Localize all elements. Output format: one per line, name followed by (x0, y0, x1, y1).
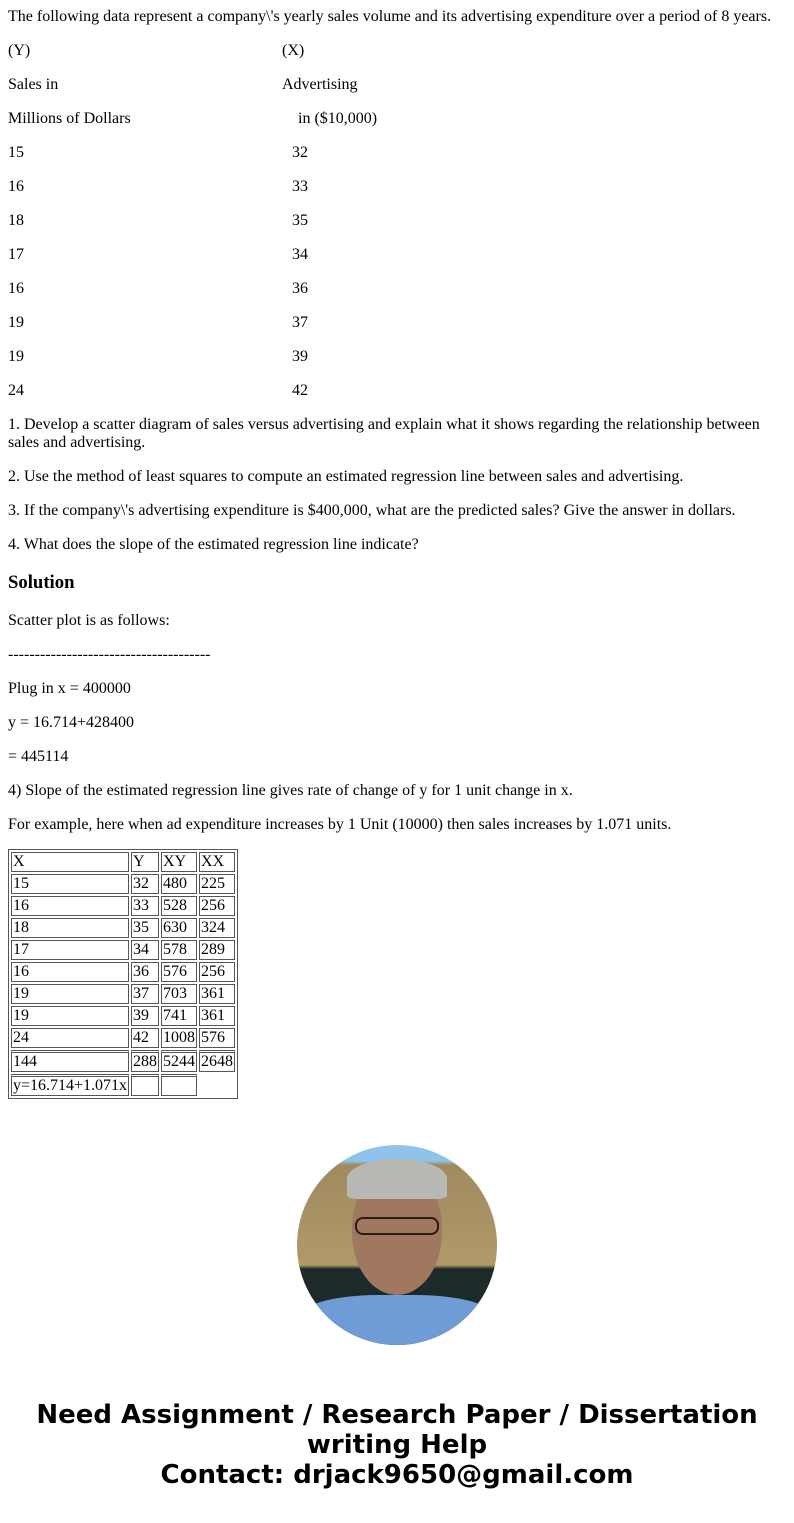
solution-line: Scatter plot is as follows: (8, 612, 170, 629)
question-1: 1. Develop a scatter diagram of sales versus advertising and explain what it shows regarding the relationship between sales and advertising. (8, 416, 760, 451)
table-cell: 39 (131, 1006, 159, 1026)
table-cell: 19 (11, 984, 129, 1004)
table-cell: 34 (131, 940, 159, 960)
advertising-value: 33 (292, 178, 308, 195)
table-header-row (11, 852, 235, 872)
solution-line: -------------------------------------- (8, 646, 211, 663)
header-row (8, 76, 786, 94)
table-cell: XX (199, 852, 235, 872)
table-cell: 324 (199, 918, 235, 938)
footer-contact: Contact: drjack9650@gmail.com (160, 1460, 634, 1490)
table-cell: 289 (199, 940, 235, 960)
data-row (8, 246, 786, 264)
table-cell: 1008 (163, 1029, 196, 1046)
table-cell: Y (131, 852, 159, 872)
table-cell: 15 (11, 874, 129, 894)
table-cell: 630 (161, 918, 197, 938)
empty-cell (161, 1074, 197, 1096)
sales-value: 16 (8, 178, 24, 195)
question-3: 3. If the company\'s advertising expenditure is $400,000, what are the predicted sales? Give the answer in dollars. (8, 502, 736, 519)
table-cell: 35 (131, 918, 159, 938)
sales-value: 15 (8, 144, 24, 161)
question-2: 2. Use the method of least squares to compute an estimated regression line between sales and advertising. (8, 468, 684, 485)
table-cell: 578 (161, 940, 197, 960)
sales-value: 19 (8, 314, 24, 331)
advertising-value: 35 (292, 212, 308, 229)
x-header: (X) (282, 42, 305, 59)
solution-line: Plug in x = 400000 (8, 680, 131, 697)
table-cell: 225 (199, 874, 235, 894)
table-row (11, 962, 235, 982)
table-cell: 24 (11, 1028, 129, 1048)
sales-value: 17 (8, 246, 24, 263)
table-cell: X (11, 852, 129, 872)
table-cell: 18 (11, 918, 129, 938)
table-row (11, 1028, 235, 1048)
table-row (11, 896, 235, 916)
data-row (8, 314, 786, 332)
table-cell: 256 (199, 896, 235, 916)
table-cell: 361 (199, 1006, 235, 1026)
footer-banner (8, 1400, 786, 1490)
header-row (8, 110, 786, 128)
table-cell: 256 (199, 962, 235, 982)
data-row (8, 280, 786, 298)
table-cell: 528 (161, 896, 197, 916)
table-totals-row (11, 1050, 235, 1072)
empty-cell (131, 1074, 159, 1096)
table-cell: 32 (131, 874, 159, 894)
footer-line: Need Assignment / Research Paper / Dissertation writing Help (36, 1400, 758, 1460)
table-cell: 16 (11, 896, 129, 916)
table-cell: 144 (11, 1050, 129, 1072)
table-row (11, 1006, 235, 1026)
table-cell: 288 (131, 1050, 159, 1072)
table-cell: 576 (161, 962, 197, 982)
sales-value: 24 (8, 382, 24, 399)
solution-line: = 445114 (8, 748, 69, 765)
table-cell: 37 (131, 984, 159, 1004)
data-row (8, 382, 786, 400)
table-cell: 16 (11, 962, 129, 982)
data-row (8, 178, 786, 196)
sales-value: 19 (8, 348, 24, 365)
table-cell: 19 (11, 1006, 129, 1026)
table-row (11, 984, 235, 1004)
table-cell: 33 (131, 896, 159, 916)
y-header: Sales in (8, 76, 59, 93)
question-4: 4. What does the slope of the estimated regression line indicate? (8, 536, 419, 553)
data-row (8, 348, 786, 366)
x-header: in ($10,000) (298, 110, 378, 127)
data-row (8, 212, 786, 230)
sales-value: 18 (8, 212, 24, 229)
solution-line: 4) Slope of the estimated regression line gives rate of change of y for 1 unit change in x. (8, 782, 573, 799)
table-cell: 42 (131, 1028, 159, 1048)
table-row (11, 874, 235, 894)
author-photo (297, 1145, 497, 1345)
regression-equation: y=16.714+1.071x (11, 1074, 129, 1096)
data-row (8, 144, 786, 162)
advertising-value: 32 (292, 144, 308, 161)
table-row (11, 940, 235, 960)
table-cell: 36 (131, 962, 159, 982)
table-row (11, 918, 235, 938)
solution-line: y = 16.714+428400 (8, 714, 135, 731)
intro-text: The following data represent a company\'s yearly sales volume and its advertising expenditure over a period of 8 years. (8, 8, 772, 25)
table-cell: 361 (199, 984, 235, 1004)
table-cell: 2648 (199, 1050, 235, 1072)
calculation-table (8, 849, 238, 1099)
advertising-value: 37 (292, 314, 308, 331)
table-cell: 5244 (161, 1050, 197, 1072)
table-cell: 703 (161, 984, 197, 1004)
solution-heading: Solution (8, 572, 75, 593)
sales-value: 16 (8, 280, 24, 297)
advertising-value: 39 (292, 348, 308, 365)
y-header: Millions of Dollars (8, 110, 131, 127)
table-equation-row (11, 1074, 235, 1096)
table-cell: 741 (161, 1006, 197, 1026)
header-row (8, 42, 786, 60)
table-cell: 17 (11, 940, 129, 960)
table-cell: 480 (161, 874, 197, 894)
advertising-value: 34 (292, 246, 308, 263)
y-header: (Y) (8, 42, 31, 59)
advertising-value: 36 (292, 280, 308, 297)
solution-line: For example, here when ad expenditure increases by 1 Unit (10000) then sales increases by 1.071 units. (8, 816, 672, 833)
x-header: Advertising (282, 76, 358, 93)
advertising-value: 42 (292, 382, 308, 399)
table-cell: XY (161, 852, 197, 872)
table-cell: 576 (199, 1028, 235, 1048)
